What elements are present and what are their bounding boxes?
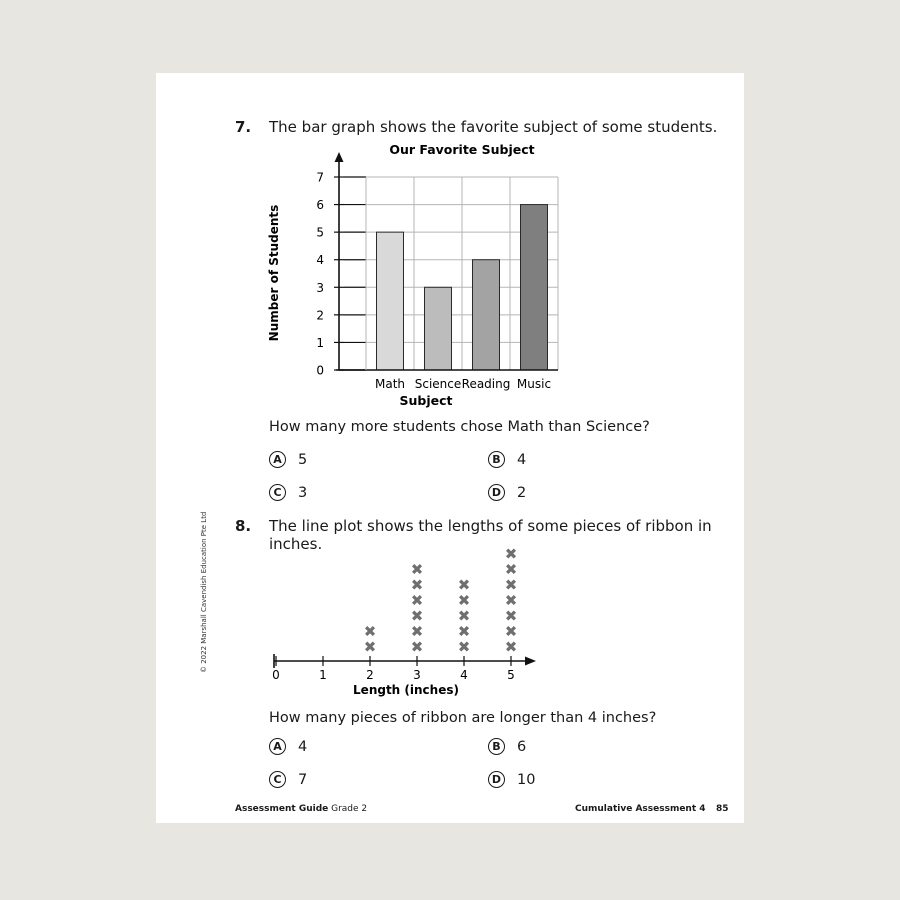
x-mark-4: ✖ <box>457 622 471 641</box>
option-letter-d: D <box>488 484 505 501</box>
q8-option-c[interactable] <box>269 771 307 788</box>
tick-label: 5 <box>507 668 515 682</box>
option-value: 2 <box>517 484 527 501</box>
q8-option-a[interactable] <box>269 738 307 755</box>
q7-option-d[interactable] <box>488 484 526 501</box>
x-mark-5: ✖ <box>504 638 518 656</box>
option-letter-b: B <box>488 451 505 468</box>
x-tick-label: Science <box>414 377 462 391</box>
q7-option-a[interactable] <box>269 451 307 468</box>
footer-left <box>235 804 367 814</box>
x-mark-4: ✖ <box>457 591 471 610</box>
q7-option-b[interactable] <box>488 451 526 468</box>
bar-chart <box>256 135 576 415</box>
x-mark-5: ✖ <box>504 560 518 579</box>
y-tick-label: 0 <box>316 363 324 378</box>
x-mark-2: ✖ <box>363 638 377 656</box>
x-tick-label: Math <box>374 377 406 391</box>
q7-question: How many more students chose Math than Science? <box>269 419 650 435</box>
option-value: 7 <box>298 771 308 788</box>
x-mark-5: ✖ <box>504 591 518 610</box>
y-tick-label: 2 <box>316 308 324 323</box>
x-mark-3: ✖ <box>410 560 424 579</box>
bar-math <box>377 232 404 370</box>
option-letter-c: C <box>269 484 286 501</box>
x-mark-4: ✖ <box>457 607 471 625</box>
y-tick-label: 1 <box>316 335 324 350</box>
copyright-text: © 2022 Marshall Cavendish Education Pte Ltd <box>200 511 208 673</box>
x-axis-label: Subject <box>399 393 453 408</box>
y-tick-label: 3 <box>316 280 324 295</box>
x-mark-3: ✖ <box>410 591 424 610</box>
option-letter-a: A <box>269 738 286 755</box>
option-value: 3 <box>298 484 308 501</box>
option-letter-d: D <box>488 771 505 788</box>
bar-music <box>521 205 548 370</box>
option-value: 10 <box>517 771 536 788</box>
q8-number: 8. <box>235 517 252 535</box>
option-value: 5 <box>298 451 308 468</box>
tick-label: 3 <box>413 668 421 682</box>
q8-text: The line plot shows the lengths of some pieces of ribbon in inches. <box>269 517 712 553</box>
x-mark-5: ✖ <box>504 545 518 563</box>
x-tick-label: Music <box>516 377 552 391</box>
y-axis-arrow <box>335 152 344 162</box>
line-plot <box>256 538 556 703</box>
q7-number: 7. <box>235 118 252 136</box>
tick-label: 1 <box>319 668 327 682</box>
y-axis-label: Number of Students <box>267 204 281 342</box>
y-tick-label: 7 <box>316 170 324 185</box>
tick-label: 4 <box>460 668 468 682</box>
x-mark-5: ✖ <box>504 607 518 625</box>
y-tick-label: 4 <box>316 253 324 268</box>
q8-option-b[interactable] <box>488 738 526 755</box>
tick-label: 2 <box>366 668 374 682</box>
footer-guide-title: Assessment Guide <box>235 804 329 814</box>
option-letter-b: B <box>488 738 505 755</box>
q8-option-d[interactable] <box>488 771 535 788</box>
bar-reading <box>473 260 500 370</box>
option-value: 6 <box>517 738 527 755</box>
page-number: 85 <box>716 804 729 814</box>
worksheet-page <box>156 73 744 823</box>
x-mark-5: ✖ <box>504 576 518 594</box>
x-mark-5: ✖ <box>504 622 518 641</box>
q7-text: The bar graph shows the favorite subject of some students. <box>269 118 718 136</box>
x-tick-label: Reading <box>461 377 511 391</box>
x-axis-label: Length (inches) <box>353 683 459 697</box>
chart-title: Our Favorite Subject <box>389 142 535 157</box>
x-mark-2: ✖ <box>363 622 377 641</box>
number-line-arrow <box>525 657 536 666</box>
x-mark-4: ✖ <box>457 576 471 594</box>
x-mark-4: ✖ <box>457 638 471 656</box>
y-tick-label: 5 <box>316 225 324 240</box>
footer-right <box>575 804 706 814</box>
footer-assessment-title: Cumulative Assessment 4 <box>575 804 706 814</box>
option-value: 4 <box>298 738 308 755</box>
x-mark-3: ✖ <box>410 622 424 641</box>
footer-grade: Grade 2 <box>328 804 368 814</box>
q7-option-c[interactable] <box>269 484 307 501</box>
option-letter-c: C <box>269 771 286 788</box>
tick-label: 0 <box>272 668 280 682</box>
y-tick-label: 6 <box>316 198 324 213</box>
q8-question: How many pieces of ribbon are longer than 4 inches? <box>269 710 657 726</box>
x-mark-3: ✖ <box>410 638 424 656</box>
x-mark-3: ✖ <box>410 576 424 594</box>
bar-science <box>425 287 452 370</box>
x-mark-3: ✖ <box>410 607 424 625</box>
option-value: 4 <box>517 451 527 468</box>
option-letter-a: A <box>269 451 286 468</box>
